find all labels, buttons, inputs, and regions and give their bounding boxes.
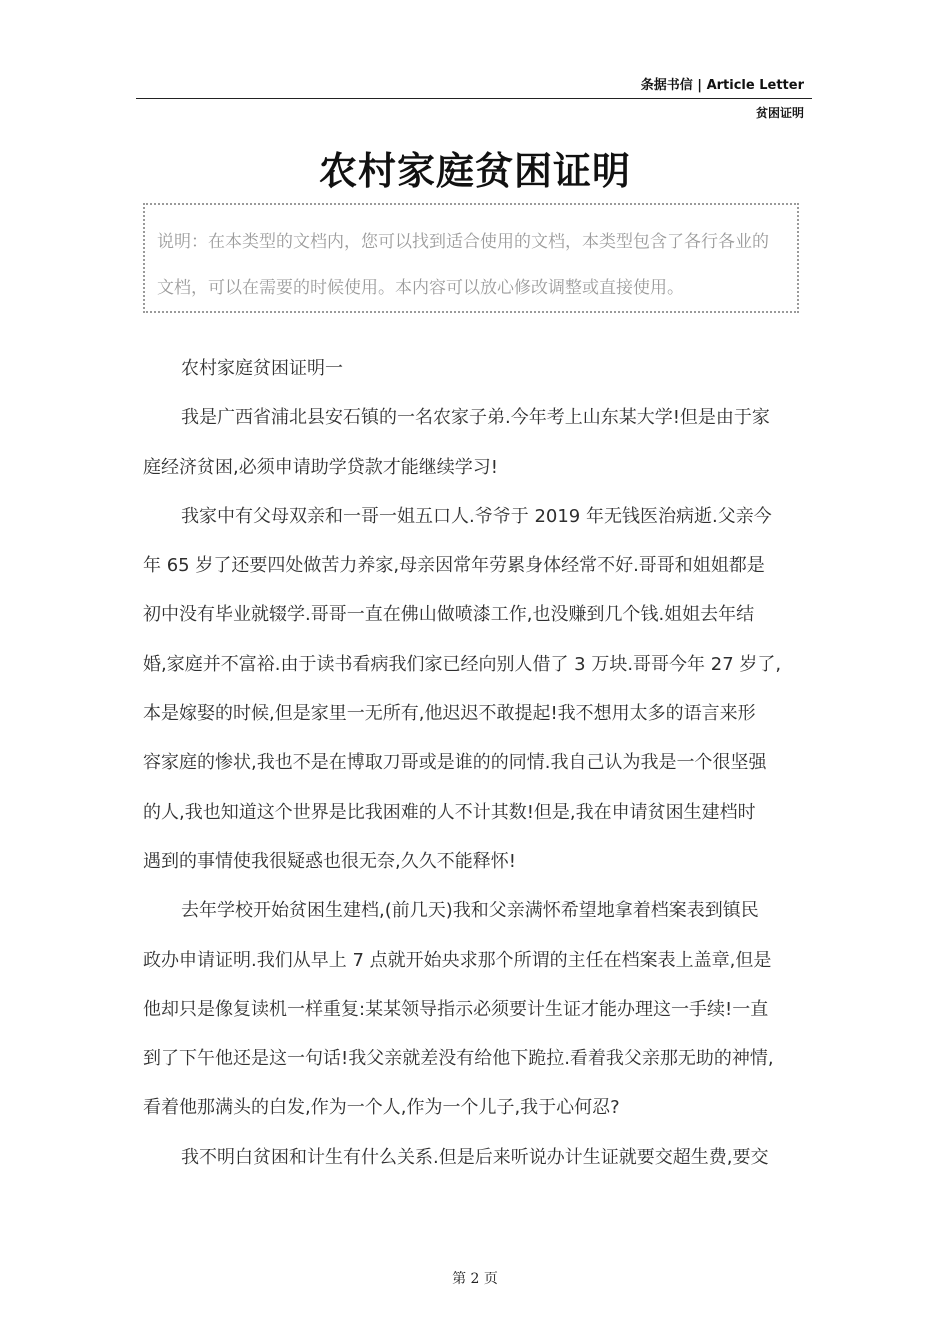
text-line: 的人,我也知道这个世界是比我困难的人不计其数!但是,我在申请贫困生建档时	[143, 801, 756, 823]
header-divider	[136, 98, 812, 99]
page-number: 第 2 页	[452, 1271, 498, 1287]
paragraph-3	[143, 492, 809, 886]
paragraph-1	[143, 344, 809, 393]
paragraph-4	[143, 886, 809, 1132]
notice-line: 说明：在本类型的文档内，您可以找到适合使用的文档，本类型包含了各行各业的	[157, 232, 769, 252]
text-line: 婚,家庭并不富裕.由于读书看病我们家已经向别人借了 3 万块.哥哥今年 27 岁了,	[143, 653, 782, 675]
text-line: 到了下午他还是这一句话!我父亲就差没有给他下跪拉.看着我父亲那无助的神情,	[143, 1048, 774, 1070]
text-line: 庭经济贫困,必须申请助学贷款才能继续学习!	[143, 456, 498, 478]
paragraph-2	[143, 393, 809, 492]
notice-box	[143, 203, 799, 313]
text-line: 农村家庭贫困证明一	[181, 358, 343, 379]
text-line: 年 65 岁了还要四处做苦力养家,母亲因常年劳累身体经常不好.哥哥和姐姐都是	[143, 555, 765, 577]
text-line: 遇到的事情使我很疑惑也很无奈,久久不能释怀!	[143, 850, 516, 872]
text-line: 政办申请证明.我们从早上 7 点就开始央求那个所谓的主任在档案表上盖章,但是	[143, 949, 772, 971]
text-line: 我家中有父母双亲和一哥一姐五口人.爷爷于 2019 年无钱医治病逝.父亲今	[181, 505, 772, 527]
text-line: 我不明白贫困和计生有什么关系.但是后来听说办计生证就要交超生费,要交	[181, 1146, 769, 1168]
header-category: 贫困证明	[755, 106, 804, 120]
text-line: 本是嫁娶的时候,但是家里一无所有,他迟迟不敢提起!我不想用太多的语言来形	[143, 703, 756, 725]
notice-line: 文档，可以在需要的时候使用。本内容可以放心修改调整或直接使用。	[157, 278, 684, 298]
document-body	[143, 344, 809, 1182]
text-line: 看着他那满头的白发,作为一个人,作为一个儿子,我于心何忍?	[143, 1097, 620, 1119]
text-line: 我是广西省浦北县安石镇的一名农家子弟.今年考上山东某大学!但是由于家	[181, 407, 770, 429]
text-line: 去年学校开始贫困生建档,(前几天)我和父亲满怀希望地拿着档案表到镇民	[181, 900, 759, 922]
text-line: 他却只是像复读机一样重复:某某领导指示必须要计生证才能办理这一手续!一直	[143, 998, 769, 1020]
header-brand: 条据书信 | Article Letter	[640, 78, 804, 93]
document-title: 农村家庭贫困证明	[318, 149, 631, 193]
text-line: 容家庭的惨状,我也不是在博取刀哥或是谁的的同情.我自己认为我是一个很坚强	[143, 752, 767, 774]
text-line: 初中没有毕业就辍学.哥哥一直在佛山做喷漆工作,也没赚到几个钱.姐姐去年结	[143, 604, 755, 626]
paragraph-5	[143, 1133, 809, 1182]
